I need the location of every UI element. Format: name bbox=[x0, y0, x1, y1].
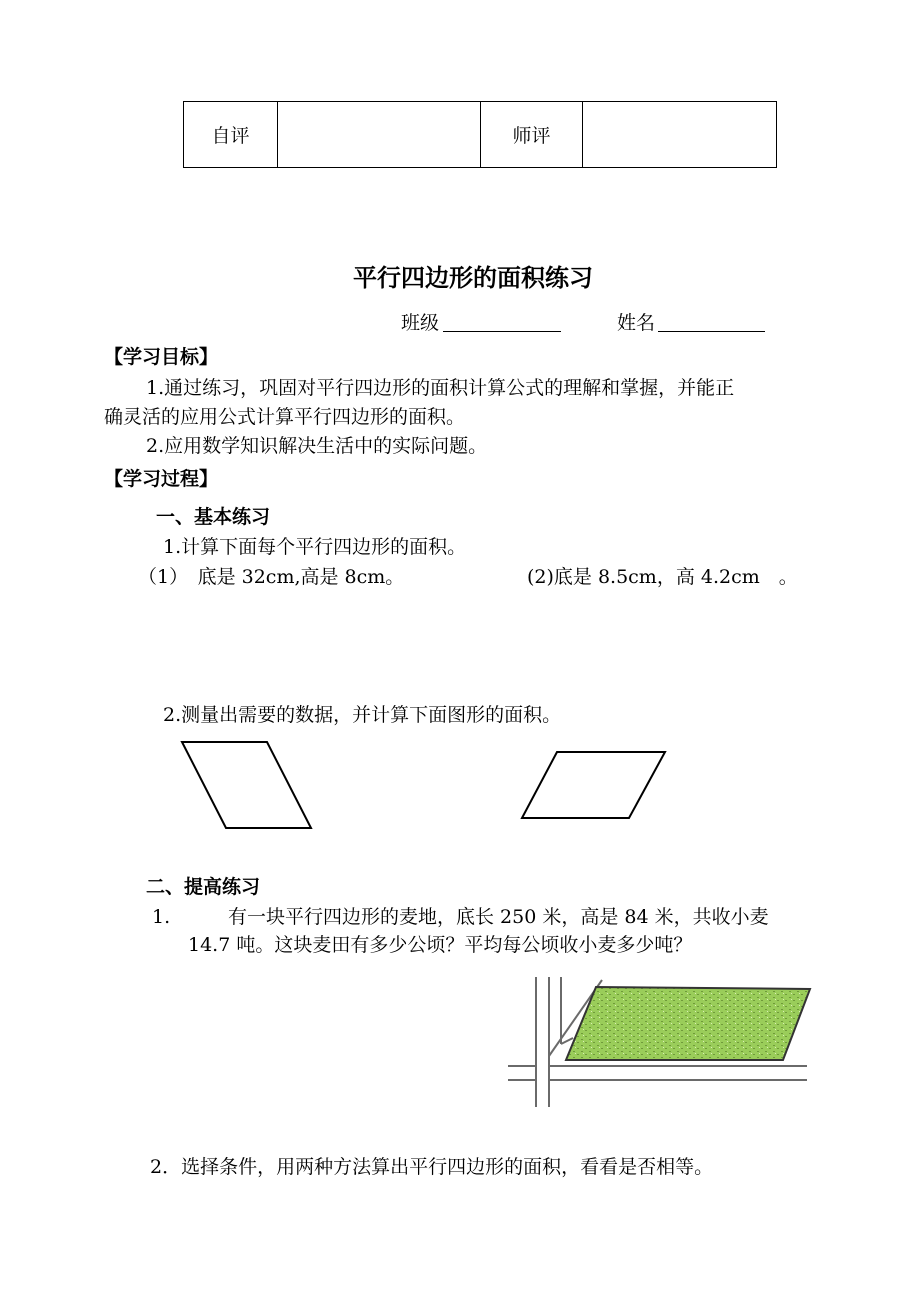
advanced-q1-number: 1. bbox=[152, 906, 171, 928]
teacher-eval-field[interactable] bbox=[583, 102, 775, 167]
class-field[interactable] bbox=[443, 313, 561, 332]
page-title: 平行四边形的面积练习 bbox=[353, 264, 593, 292]
basic-q1: 1.计算下面每个平行四边形的面积。 bbox=[163, 536, 467, 558]
self-eval-field[interactable] bbox=[278, 102, 481, 167]
parallelogram-figure-1 bbox=[170, 730, 330, 840]
name-field[interactable] bbox=[658, 313, 765, 332]
basic-q1-part-2: (2)底是 8.5cm，高 4.2cm 。 bbox=[527, 566, 798, 588]
class-label: 班级 bbox=[401, 312, 440, 334]
evaluation-table bbox=[183, 101, 777, 168]
basic-practice-heading: 一、基本练习 bbox=[156, 506, 271, 528]
name-label: 姓名 bbox=[617, 312, 656, 334]
goal-1-line-1: 1.通过练习，巩固对平行四边形的面积计算公式的理解和掌握，并能正 bbox=[146, 377, 735, 399]
goal-2: 2.应用数学知识解决生活中的实际问题。 bbox=[146, 435, 488, 457]
self-eval-label: 自评 bbox=[184, 102, 278, 167]
goal-1-line-2: 确灵活的应用公式计算平行四边形的面积。 bbox=[104, 406, 466, 428]
advanced-q1-line-1: 有一块平行四边形的麦地，底长 250 米，高是 84 米，共收小麦 bbox=[228, 906, 769, 928]
parallelogram-1-shape bbox=[182, 742, 311, 828]
goals-heading: 【学习目标】 bbox=[104, 346, 219, 368]
parallelogram-figure-2 bbox=[510, 740, 680, 830]
teacher-eval-label: 师评 bbox=[481, 102, 583, 167]
process-heading: 【学习过程】 bbox=[104, 468, 219, 490]
advanced-q2: 2．选择条件，用两种方法算出平行四边形的面积，看看是否相等。 bbox=[150, 1156, 714, 1178]
basic-q2: 2.测量出需要的数据，并计算下面图形的面积。 bbox=[163, 704, 562, 726]
basic-q1-part-1: （1） 底是 32cm,高是 8cm。 bbox=[138, 566, 405, 588]
wheat-field-illustration bbox=[500, 972, 815, 1112]
advanced-practice-heading: 二、提高练习 bbox=[146, 876, 261, 898]
wheat-field bbox=[566, 987, 810, 1060]
parallelogram-2-shape bbox=[522, 752, 665, 818]
advanced-q1-line-2: 14.7 吨。这块麦田有多少公顷？平均每公顷收小麦多少吨？ bbox=[188, 934, 693, 956]
